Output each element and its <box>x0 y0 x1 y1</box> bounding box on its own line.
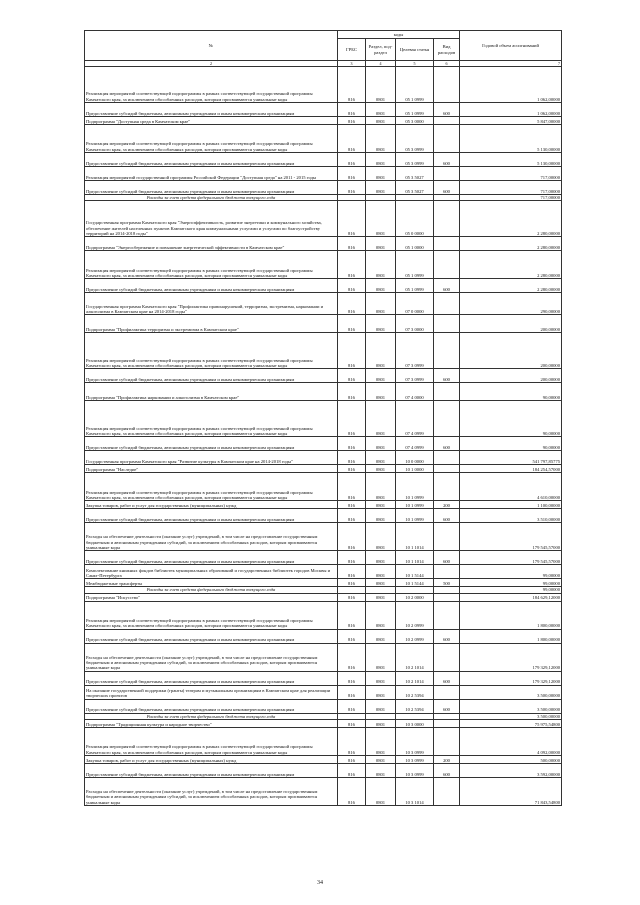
table-row <box>85 601 562 629</box>
row-section: 0801 <box>366 764 396 778</box>
row-section: 0801 <box>366 103 396 117</box>
row-amount: 4 092,00000 <box>460 728 562 756</box>
row-code: 816 <box>338 473 366 501</box>
row-name: Подпрограмма "Энергосбережение и повышение энергетической эффективности в Камчатском крае" <box>85 237 338 251</box>
col-number: 6 <box>434 61 460 67</box>
row-expense-type <box>434 778 460 806</box>
row-expense-type: 200 <box>434 501 460 509</box>
row-target: 07 3 0000 <box>396 315 434 333</box>
row-section: 0801 <box>366 551 396 565</box>
row-expense-type: 600 <box>434 103 460 117</box>
row-expense-type: 600 <box>434 437 460 451</box>
row-section: 0801 <box>366 201 396 237</box>
row-expense-type <box>434 67 460 103</box>
row-expense-type <box>434 251 460 279</box>
row-section: 0801 <box>366 369 396 383</box>
table-row <box>85 237 562 251</box>
row-name: Реализация мероприятий соответствующей подпрограммы в рамках соответствующей государственной программы Камчатского края, за исключением обособленных расходов, которым присваиваются уникальные коды <box>85 251 338 279</box>
row-section: 0801 <box>366 293 396 315</box>
row-amount: 3 592,00000 <box>460 764 562 778</box>
row-section: 0801 <box>366 251 396 279</box>
row-name: Предоставление субсидий бюджетным, автономным учреждениям и иным некоммерческим организациям <box>85 699 338 713</box>
row-code: 816 <box>338 167 366 181</box>
table-row <box>85 251 562 279</box>
row-code: 816 <box>338 67 366 103</box>
table-row <box>85 671 562 685</box>
row-expense-type: 500 <box>434 579 460 587</box>
row-name: Предоставление субсидий бюджетным, автономным учреждениям и иным некоммерческим организациям <box>85 629 338 643</box>
row-expense-type <box>434 523 460 551</box>
table-row <box>85 125 562 153</box>
table-row <box>85 728 562 756</box>
row-amount: 3 510,00000 <box>460 509 562 523</box>
row-amount: 1 062,00000 <box>460 67 562 103</box>
row-name: Предоставление субсидий бюджетным, автономным учреждениям и иным некоммерческим организациям <box>85 279 338 293</box>
row-name: Предоставление субсидий бюджетным, автономным учреждениям и иным некоммерческим организациям <box>85 181 338 195</box>
row-section: 0801 <box>366 501 396 509</box>
row-name: Подпрограмма "Профилактика терроризма и экстремизма в Камчатском крае" <box>85 315 338 333</box>
row-code: 816 <box>338 629 366 643</box>
row-amount: 2 280,00000 <box>460 201 562 237</box>
row-amount: 200,00000 <box>460 369 562 383</box>
page-number: 34 <box>317 880 323 886</box>
table-row <box>85 523 562 551</box>
row-amount: 179 545,57000 <box>460 523 562 551</box>
row-section: 0801 <box>366 67 396 103</box>
table-row <box>85 201 562 237</box>
header-expense-type: Вид расходов <box>434 39 460 61</box>
row-expense-type <box>434 125 460 153</box>
header-section: Раздел, под-раздел <box>366 39 396 61</box>
row-target: 05 3 0999 <box>396 153 434 167</box>
row-name: Закупка товаров, работ и услуг для государственных (муниципальных) нужд <box>85 756 338 764</box>
table-row <box>85 315 562 333</box>
row-name: Предоставление субсидий бюджетным, автономным учреждениям и иным некоммерческим организациям <box>85 764 338 778</box>
row-code: 816 <box>338 465 366 473</box>
row-name: Подпрограмма "Профилактика наркомании и алкоголизма в Камчатском крае" <box>85 383 338 401</box>
table-row <box>85 153 562 167</box>
col-number: 4 <box>366 61 396 67</box>
row-expense-type <box>434 720 460 728</box>
row-code: 816 <box>338 643 366 671</box>
row-amount: 1 800,00000 <box>460 601 562 629</box>
row-target: 10 3 0999 <box>396 728 434 756</box>
row-target: 10 2 1014 <box>396 671 434 685</box>
row-target: 10 0 0000 <box>396 451 434 465</box>
row-amount: 4 610,00000 <box>460 473 562 501</box>
row-amount: 90,00000 <box>460 401 562 437</box>
row-code: 816 <box>338 778 366 806</box>
row-amount: 3 500,00000 <box>460 685 562 699</box>
table-row <box>85 401 562 437</box>
row-expense-type: 600 <box>434 153 460 167</box>
row-section: 0801 <box>366 509 396 523</box>
row-section: 0801 <box>366 671 396 685</box>
row-name: Предоставление субсидий бюджетным, автономным учреждениям и иным некоммерческим организациям <box>85 153 338 167</box>
row-name: Предоставление субсидий бюджетным, автономным учреждениям и иным некоммерческим организациям <box>85 509 338 523</box>
row-name: Закупка товаров, работ и услуг для государственных (муниципальных) нужд <box>85 501 338 509</box>
row-name: Расходы на обеспечение деятельности (оказание услуг) учреждений, в том числе на предоставление государственным бюджетным и автономным учреждениям субсидий, за исключением обособленных расходов, которым присваиваются уникальные коды <box>85 643 338 671</box>
row-expense-type: 600 <box>434 629 460 643</box>
row-amount: 1 800,00000 <box>460 629 562 643</box>
table-row <box>85 181 562 195</box>
row-amount: 2 280,00000 <box>460 251 562 279</box>
row-code: 816 <box>338 728 366 756</box>
row-code: 816 <box>338 383 366 401</box>
row-amount: 200,00000 <box>460 315 562 333</box>
row-section: 0801 <box>366 153 396 167</box>
row-name: Государственная программа Камчатского края "Профилактика правонарушений, терроризма, экстремизма, наркомании и алкоголизма в Камчатском крае на 2014-2018 годы" <box>85 293 338 315</box>
row-section: 0801 <box>366 237 396 251</box>
row-expense-type <box>434 643 460 671</box>
row-section: 0801 <box>366 167 396 181</box>
table-row <box>85 167 562 181</box>
row-code: 816 <box>338 237 366 251</box>
row-target: 10 2 0000 <box>396 593 434 601</box>
row-name: Подпрограмма "Наследие" <box>85 465 338 473</box>
row-target: 05 3 0000 <box>396 117 434 125</box>
row-expense-type <box>434 401 460 437</box>
row-target: 10 2 0999 <box>396 629 434 643</box>
row-expense-type <box>434 237 460 251</box>
row-expense-type: 600 <box>434 551 460 565</box>
row-section: 0801 <box>366 565 396 579</box>
row-expense-type: 600 <box>434 279 460 293</box>
row-target: 10 3 0999 <box>396 756 434 764</box>
table-row <box>85 756 562 764</box>
row-code: 816 <box>338 699 366 713</box>
row-name: Реализация мероприятий соответствующей подпрограммы в рамках соответствующей государственной программы Камчатского края, за исключением обособленных расходов, которым присваиваются уникальные коды <box>85 333 338 369</box>
row-expense-type <box>434 465 460 473</box>
row-name: Государственная программа Камчатского края "Развитие культуры в Камчатском крае на 2014-2018 годы" <box>85 451 338 465</box>
row-name: Предоставление субсидий бюджетным, автономным учреждениям и иным некоммерческим организациям <box>85 437 338 451</box>
row-section: 0801 <box>366 451 396 465</box>
row-name: Реализация мероприятий соответствующей подпрограммы в рамках соответствующей государственной программы Камчатского края, за исключением обособленных расходов, которым присваиваются уникальные коды <box>85 125 338 153</box>
row-code: 816 <box>338 764 366 778</box>
row-code: 816 <box>338 601 366 629</box>
row-expense-type: 600 <box>434 699 460 713</box>
row-name: Реализация мероприятий соответствующей подпрограммы в рамках соответствующей государственной программы Камчатского края, за исключением обособленных расходов, которым присваиваются уникальные коды <box>85 601 338 629</box>
row-amount: 500,00000 <box>460 756 562 764</box>
row-code: 816 <box>338 579 366 587</box>
row-name: Предоставление субсидий бюджетным, автономным учреждениям и иным некоммерческим организациям <box>85 551 338 565</box>
row-name: Предоставление субсидий бюджетным, автономным учреждениям и иным некоммерческим организациям <box>85 369 338 383</box>
row-name: Реализация мероприятий соответствующей подпрограммы в рамках соответствующей государственной программы Камчатского края, за исключением обособленных расходов, которым присваиваются уникальные коды <box>85 473 338 501</box>
row-expense-type: 200 <box>434 756 460 764</box>
col-number: 5 <box>396 61 434 67</box>
row-section: 0801 <box>366 601 396 629</box>
row-name: Реализация мероприятий соответствующей подпрограммы в рамках соответствующей государственной программы Камчатского края, за исключением обособленных расходов, которым присваиваются уникальные коды <box>85 728 338 756</box>
row-amount: 2 280,00000 <box>460 237 562 251</box>
row-code: 816 <box>338 181 366 195</box>
table-row <box>85 103 562 117</box>
row-section: 0801 <box>366 465 396 473</box>
row-amount: 99,00000 <box>460 587 562 593</box>
row-code: 816 <box>338 251 366 279</box>
header-code: ГРБС <box>338 39 366 61</box>
header-target: Целевая статья <box>396 39 434 61</box>
row-amount: 200,00000 <box>460 333 562 369</box>
row-amount: 3 500,00000 <box>460 713 562 719</box>
row-target: 05 3 0999 <box>396 125 434 153</box>
table-row <box>85 501 562 509</box>
table-header <box>85 31 562 61</box>
row-target: 07 4 0000 <box>396 383 434 401</box>
row-name: Расходы за счет средств федерального бюджета текущего года <box>85 195 338 201</box>
row-code: 816 <box>338 720 366 728</box>
table-row <box>85 593 562 601</box>
row-name: Реализация мероприятий государственной программы Российской Федерации "Доступная среда" на 2011 - 2015 годы <box>85 167 338 181</box>
header-amount: Годовой объем ассигнований <box>460 31 562 61</box>
row-expense-type: 600 <box>434 369 460 383</box>
row-section: 0801 <box>366 756 396 764</box>
row-amount: 99,00000 <box>460 579 562 587</box>
row-code: 816 <box>338 315 366 333</box>
header-codes-group: коды <box>338 31 460 39</box>
row-name: Расходы на обеспечение деятельности (оказание услуг) учреждений, в том числе на предоставление государственным бюджетным и автономным учреждениям субсидий, за исключением обособленных расходов, которым присваиваются уникальные коды <box>85 523 338 551</box>
row-target: 10 1 0999 <box>396 501 434 509</box>
row-code: 816 <box>338 401 366 437</box>
row-expense-type <box>434 685 460 699</box>
row-code: 816 <box>338 593 366 601</box>
row-code: 816 <box>338 565 366 579</box>
row-amount: 1 100,00000 <box>460 501 562 509</box>
row-target: 10 2 0999 <box>396 601 434 629</box>
row-section: 0801 <box>366 728 396 756</box>
row-code: 816 <box>338 333 366 369</box>
row-target: 10 2 5394 <box>396 685 434 699</box>
row-code: 816 <box>338 523 366 551</box>
row-section: 0801 <box>366 778 396 806</box>
row-expense-type: 600 <box>434 764 460 778</box>
row-amount: 179 329,12000 <box>460 671 562 685</box>
table-row <box>85 764 562 778</box>
row-target: 07 4 0999 <box>396 437 434 451</box>
row-target: 10 3 0000 <box>396 720 434 728</box>
row-target: 05 1 0000 <box>396 237 434 251</box>
row-amount: 71 843,54800 <box>460 778 562 806</box>
table-row <box>85 699 562 713</box>
row-name: Межбюджетные трансферты <box>85 579 338 587</box>
row-amount: 717,00000 <box>460 181 562 195</box>
row-section: 0801 <box>366 699 396 713</box>
col-number: 7 <box>460 61 562 67</box>
row-code: 816 <box>338 117 366 125</box>
row-section: 0801 <box>366 593 396 601</box>
row-expense-type <box>434 728 460 756</box>
row-code: 816 <box>338 509 366 523</box>
row-target: 10 1 0000 <box>396 465 434 473</box>
row-target: 10 1 5144 <box>396 565 434 579</box>
row-amount: 1 062,00000 <box>460 103 562 117</box>
row-code: 816 <box>338 125 366 153</box>
row-expense-type <box>434 315 460 333</box>
row-section: 0801 <box>366 117 396 125</box>
row-name: Предоставление субсидий бюджетным, автономным учреждениям и иным некоммерческим организациям <box>85 671 338 685</box>
row-section: 0801 <box>366 401 396 437</box>
table-row <box>85 67 562 103</box>
row-expense-type <box>434 167 460 181</box>
row-name: Расходы за счет средств федерального бюджета текущего года <box>85 587 338 593</box>
row-name: Государственная программа Камчатского края "Энергоэффективность, развитие энергетики и коммунального хозяйства, обеспечение жителей населенных пунктов Камчатского края коммунальными услугами и услугами по благоустройству территорий на 2014-2018 годы" <box>85 201 338 237</box>
row-name: На оказание государственной поддержки (гранты) театрам и музыкальным организациям в Камчатском крае для реализации творческих проектов <box>85 685 338 699</box>
row-section: 0801 <box>366 125 396 153</box>
row-name: Подпрограмма "Традиционная культура и народное творчество" <box>85 720 338 728</box>
row-expense-type <box>434 601 460 629</box>
row-expense-type: 600 <box>434 509 460 523</box>
row-target: 10 1 0999 <box>396 473 434 501</box>
row-code: 816 <box>338 451 366 465</box>
row-target: 10 3 1014 <box>396 778 434 806</box>
row-amount: 179 545,57000 <box>460 551 562 565</box>
budget-table <box>84 30 562 806</box>
table-body <box>85 61 562 806</box>
row-amount: 5 130,00000 <box>460 153 562 167</box>
row-code: 816 <box>338 671 366 685</box>
row-code: 816 <box>338 685 366 699</box>
row-name: Подпрограмма "Искусство" <box>85 593 338 601</box>
row-amount: 2 280,00000 <box>460 279 562 293</box>
table-row <box>85 465 562 473</box>
row-target: 05 3 5027 <box>396 181 434 195</box>
row-name: Расходы на обеспечение деятельности (оказание услуг) учреждений, в том числе на предоставление государственным бюджетным и автономным учреждениям субсидий, за исключением обособленных расходов, которым присваиваются уникальные коды <box>85 778 338 806</box>
col-number: 2 <box>85 61 338 67</box>
row-section: 0801 <box>366 720 396 728</box>
row-amount: 717,00000 <box>460 195 562 201</box>
row-amount: 5 847,00000 <box>460 117 562 125</box>
row-expense-type <box>434 117 460 125</box>
row-expense-type <box>434 593 460 601</box>
row-expense-type: 600 <box>434 671 460 685</box>
row-section: 0801 <box>366 437 396 451</box>
row-code: 816 <box>338 201 366 237</box>
row-section: 0801 <box>366 333 396 369</box>
row-target: 10 1 1014 <box>396 523 434 551</box>
row-section: 0801 <box>366 181 396 195</box>
row-name: Расходы за счет средств федерального бюджета текущего года <box>85 713 338 719</box>
row-section: 0801 <box>366 315 396 333</box>
table-row <box>85 437 562 451</box>
row-amount: 90,00000 <box>460 383 562 401</box>
row-expense-type <box>434 565 460 579</box>
row-amount: 3 500,00000 <box>460 699 562 713</box>
row-section: 0801 <box>366 473 396 501</box>
table-row <box>85 451 562 465</box>
row-amount: 717,00000 <box>460 167 562 181</box>
row-target: 05 1 0999 <box>396 67 434 103</box>
row-name: Подпрограмма "Доступная среда в Камчатском крае" <box>85 117 338 125</box>
row-target: 07 4 0999 <box>396 401 434 437</box>
table-row <box>85 579 562 587</box>
row-expense-type <box>434 333 460 369</box>
row-code: 816 <box>338 369 366 383</box>
table-row <box>85 333 562 369</box>
table-row <box>85 685 562 699</box>
row-amount: 541 797,85775 <box>460 451 562 465</box>
row-amount: 90,00000 <box>460 437 562 451</box>
table-row <box>85 720 562 728</box>
row-expense-type <box>434 451 460 465</box>
row-target: 05 0 0000 <box>396 201 434 237</box>
row-code: 816 <box>338 279 366 293</box>
row-section: 0801 <box>366 279 396 293</box>
row-amount: 99,00000 <box>460 565 562 579</box>
row-target: 10 2 1014 <box>396 643 434 671</box>
row-section: 0801 <box>366 579 396 587</box>
table-row <box>85 383 562 401</box>
row-name: Комплектование книжных фондов библиотек муниципальных образований и государственных библиотек городов Москвы и Санкт-Петербурга <box>85 565 338 579</box>
header-num: № <box>85 31 338 61</box>
table-row <box>85 117 562 125</box>
col-number: 3 <box>338 61 366 67</box>
row-target: 10 1 1014 <box>396 551 434 565</box>
table-row <box>85 778 562 806</box>
row-section: 0801 <box>366 383 396 401</box>
row-target: 10 3 0999 <box>396 764 434 778</box>
row-code: 816 <box>338 293 366 315</box>
table-row <box>85 473 562 501</box>
table-row <box>85 369 562 383</box>
table-row <box>85 565 562 579</box>
row-target: 10 1 0999 <box>396 509 434 523</box>
row-code: 816 <box>338 103 366 117</box>
row-target: 10 1 5144 <box>396 579 434 587</box>
row-expense-type <box>434 293 460 315</box>
row-target: 07 3 0999 <box>396 369 434 383</box>
row-expense-type: 600 <box>434 181 460 195</box>
table-row <box>85 293 562 315</box>
row-section: 0801 <box>366 685 396 699</box>
table-row <box>85 509 562 523</box>
table-row <box>85 279 562 293</box>
row-target: 05 3 5027 <box>396 167 434 181</box>
row-section: 0801 <box>366 523 396 551</box>
row-target: 05 1 0999 <box>396 251 434 279</box>
row-amount: 184 629,12000 <box>460 593 562 601</box>
table-row <box>85 551 562 565</box>
row-section: 0801 <box>366 629 396 643</box>
row-expense-type <box>434 201 460 237</box>
row-target: 05 1 0999 <box>396 279 434 293</box>
row-amount: 5 130,00000 <box>460 125 562 153</box>
row-amount: 184 254,57000 <box>460 465 562 473</box>
row-name: Предоставление субсидий бюджетным, автономным учреждениям и иным некоммерческим организациям <box>85 103 338 117</box>
table-row <box>85 643 562 671</box>
row-code: 816 <box>338 437 366 451</box>
row-target: 07 0 0000 <box>396 293 434 315</box>
row-amount: 290,00000 <box>460 293 562 315</box>
row-target: 10 2 5394 <box>396 699 434 713</box>
table-row <box>85 629 562 643</box>
row-expense-type <box>434 383 460 401</box>
row-target: 07 3 0999 <box>396 333 434 369</box>
row-amount: 75 975,54800 <box>460 720 562 728</box>
row-code: 816 <box>338 551 366 565</box>
row-amount: 179 329,12000 <box>460 643 562 671</box>
row-name: Реализация мероприятий соответствующей подпрограммы в рамках соответствующей государственной программы Камчатского края, за исключением обособленных расходов, которым присваиваются уникальные коды <box>85 401 338 437</box>
row-code: 816 <box>338 501 366 509</box>
row-target: 05 1 0999 <box>396 103 434 117</box>
row-code: 816 <box>338 756 366 764</box>
row-name: Реализация мероприятий соответствующей подпрограммы в рамках соответствующей государственной программы Камчатского края, за исключением обособленных расходов, которым присваиваются уникальные коды <box>85 67 338 103</box>
row-expense-type <box>434 473 460 501</box>
row-code: 816 <box>338 153 366 167</box>
row-section: 0801 <box>366 643 396 671</box>
